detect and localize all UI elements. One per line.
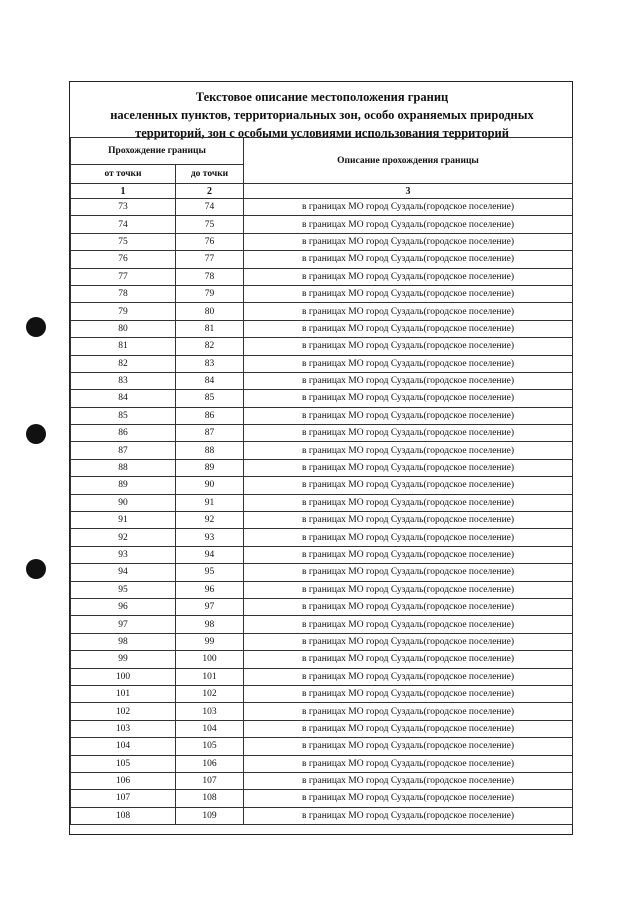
from-point-cell: 87 [71,442,176,459]
boundary-table [70,137,573,825]
from-point-cell: 107 [71,790,176,807]
description-cell: в границах МО город Суздаль(городское поселение) [244,355,573,372]
from-point-cell: 76 [71,251,176,268]
header-passage: Прохождение границы [71,138,244,165]
from-point-cell: 88 [71,459,176,476]
to-point-cell: 94 [176,546,244,563]
table-row [71,633,573,650]
to-point-cell: 80 [176,303,244,320]
header-description: Описание прохождения границы [244,138,573,184]
to-point-cell: 79 [176,285,244,302]
table-row [71,355,573,372]
table-row [71,251,573,268]
table-row [71,738,573,755]
from-point-cell: 90 [71,494,176,511]
from-point-cell: 78 [71,285,176,302]
document-frame [69,81,573,835]
table-row [71,442,573,459]
punch-hole-bottom [26,559,46,579]
table-row [71,616,573,633]
description-cell: в границах МО город Суздаль(городское поселение) [244,633,573,650]
to-point-cell: 95 [176,564,244,581]
description-cell: в границах МО город Суздаль(городское поселение) [244,338,573,355]
table-row [71,199,573,216]
to-point-cell: 101 [176,668,244,685]
from-point-cell: 86 [71,425,176,442]
to-point-cell: 86 [176,407,244,424]
to-point-cell: 91 [176,494,244,511]
table-row [71,546,573,563]
table-row [71,651,573,668]
from-point-cell: 99 [71,651,176,668]
document-title [70,88,574,142]
from-point-cell: 91 [71,512,176,529]
description-cell: в границах МО город Суздаль(городское поселение) [244,494,573,511]
from-point-cell: 75 [71,233,176,250]
to-point-cell: 99 [176,633,244,650]
table-row [71,564,573,581]
description-cell: в границах МО город Суздаль(городское поселение) [244,425,573,442]
from-point-cell: 98 [71,633,176,650]
to-point-cell: 81 [176,320,244,337]
from-point-cell: 80 [71,320,176,337]
table-body [71,199,573,825]
header-to-point: до точки [176,165,244,184]
description-cell: в границах МО город Суздаль(городское поселение) [244,251,573,268]
to-point-cell: 103 [176,703,244,720]
table-row [71,720,573,737]
table-row [71,233,573,250]
description-cell: в границах МО город Суздаль(городское поселение) [244,703,573,720]
table-row [71,703,573,720]
to-point-cell: 93 [176,529,244,546]
table-row [71,390,573,407]
description-cell: в границах МО город Суздаль(городское поселение) [244,529,573,546]
header-col-2-number: 2 [176,184,244,199]
description-cell: в границах МО город Суздаль(городское поселение) [244,285,573,302]
from-point-cell: 81 [71,338,176,355]
description-cell: в границах МО город Суздаль(городское поселение) [244,268,573,285]
table-row [71,320,573,337]
title-line-2: населенных пунктов, территориальных зон, особо охраняемых природных [110,108,534,122]
to-point-cell: 105 [176,738,244,755]
description-cell: в границах МО город Суздаль(городское поселение) [244,807,573,824]
from-point-cell: 103 [71,720,176,737]
to-point-cell: 108 [176,790,244,807]
to-point-cell: 89 [176,459,244,476]
to-point-cell: 75 [176,216,244,233]
description-cell: в границах МО город Суздаль(городское поселение) [244,512,573,529]
from-point-cell: 96 [71,598,176,615]
to-point-cell: 84 [176,372,244,389]
title-line-1: Текстовое описание местоположения границ [195,90,449,104]
header-col-3-number: 3 [244,184,573,199]
from-point-cell: 92 [71,529,176,546]
table-row [71,477,573,494]
to-point-cell: 100 [176,651,244,668]
to-point-cell: 85 [176,390,244,407]
from-point-cell: 74 [71,216,176,233]
table-row [71,807,573,824]
table-row [71,668,573,685]
to-point-cell: 90 [176,477,244,494]
table-row [71,772,573,789]
to-point-cell: 92 [176,512,244,529]
description-cell: в границах МО город Суздаль(городское поселение) [244,772,573,789]
to-point-cell: 107 [176,772,244,789]
from-point-cell: 95 [71,581,176,598]
table-row [71,790,573,807]
to-point-cell: 78 [176,268,244,285]
from-point-cell: 84 [71,390,176,407]
from-point-cell: 79 [71,303,176,320]
table-row [71,459,573,476]
to-point-cell: 77 [176,251,244,268]
description-cell: в границах МО город Суздаль(городское поселение) [244,372,573,389]
description-cell: в границах МО город Суздаль(городское поселение) [244,790,573,807]
title-line-3: территорий, зон с особыми условиями использования территорий [135,126,509,140]
table-row [71,529,573,546]
to-point-cell: 76 [176,233,244,250]
punch-hole-top [26,317,46,337]
description-cell: в границах МО город Суздаль(городское поселение) [244,199,573,216]
to-point-cell: 109 [176,807,244,824]
from-point-cell: 82 [71,355,176,372]
to-point-cell: 102 [176,685,244,702]
to-point-cell: 88 [176,442,244,459]
from-point-cell: 83 [71,372,176,389]
to-point-cell: 74 [176,199,244,216]
description-cell: в границах МО город Суздаль(городское поселение) [244,720,573,737]
table-row [71,755,573,772]
table-row [71,407,573,424]
description-cell: в границах МО город Суздаль(городское поселение) [244,459,573,476]
table-row [71,303,573,320]
to-point-cell: 98 [176,616,244,633]
from-point-cell: 73 [71,199,176,216]
table-row [71,372,573,389]
description-cell: в границах МО город Суздаль(городское поселение) [244,233,573,250]
table-row [71,598,573,615]
from-point-cell: 101 [71,685,176,702]
from-point-cell: 106 [71,772,176,789]
description-cell: в границах МО город Суздаль(городское поселение) [244,442,573,459]
table-row [71,338,573,355]
description-cell: в границах МО город Суздаль(городское поселение) [244,598,573,615]
to-point-cell: 87 [176,425,244,442]
from-point-cell: 94 [71,564,176,581]
description-cell: в границах МО город Суздаль(городское поселение) [244,685,573,702]
description-cell: в границах МО город Суздаль(городское поселение) [244,477,573,494]
description-cell: в границах МО город Суздаль(городское поселение) [244,616,573,633]
from-point-cell: 89 [71,477,176,494]
from-point-cell: 108 [71,807,176,824]
from-point-cell: 105 [71,755,176,772]
description-cell: в границах МО город Суздаль(городское поселение) [244,303,573,320]
from-point-cell: 104 [71,738,176,755]
to-point-cell: 96 [176,581,244,598]
header-from-point: от точки [71,165,176,184]
table-row [71,581,573,598]
description-cell: в границах МО город Суздаль(городское поселение) [244,755,573,772]
table-row [71,494,573,511]
table-row [71,268,573,285]
from-point-cell: 100 [71,668,176,685]
table-row [71,425,573,442]
from-point-cell: 77 [71,268,176,285]
description-cell: в границах МО город Суздаль(городское поселение) [244,564,573,581]
description-cell: в границах МО город Суздаль(городское поселение) [244,320,573,337]
description-cell: в границах МО город Суздаль(городское поселение) [244,390,573,407]
from-point-cell: 93 [71,546,176,563]
description-cell: в границах МО город Суздаль(городское поселение) [244,581,573,598]
header-col-1-number: 1 [71,184,176,199]
to-point-cell: 83 [176,355,244,372]
table-row [71,285,573,302]
description-cell: в границах МО город Суздаль(городское поселение) [244,668,573,685]
description-cell: в границах МО город Суздаль(городское поселение) [244,216,573,233]
to-point-cell: 106 [176,755,244,772]
to-point-cell: 82 [176,338,244,355]
to-point-cell: 97 [176,598,244,615]
from-point-cell: 102 [71,703,176,720]
table-row [71,512,573,529]
description-cell: в границах МО город Суздаль(городское поселение) [244,407,573,424]
description-cell: в границах МО город Суздаль(городское поселение) [244,651,573,668]
description-cell: в границах МО город Суздаль(городское поселение) [244,546,573,563]
from-point-cell: 97 [71,616,176,633]
from-point-cell: 85 [71,407,176,424]
punch-hole-middle [26,424,46,444]
to-point-cell: 104 [176,720,244,737]
table-row [71,685,573,702]
table-row [71,216,573,233]
description-cell: в границах МО город Суздаль(городское поселение) [244,738,573,755]
